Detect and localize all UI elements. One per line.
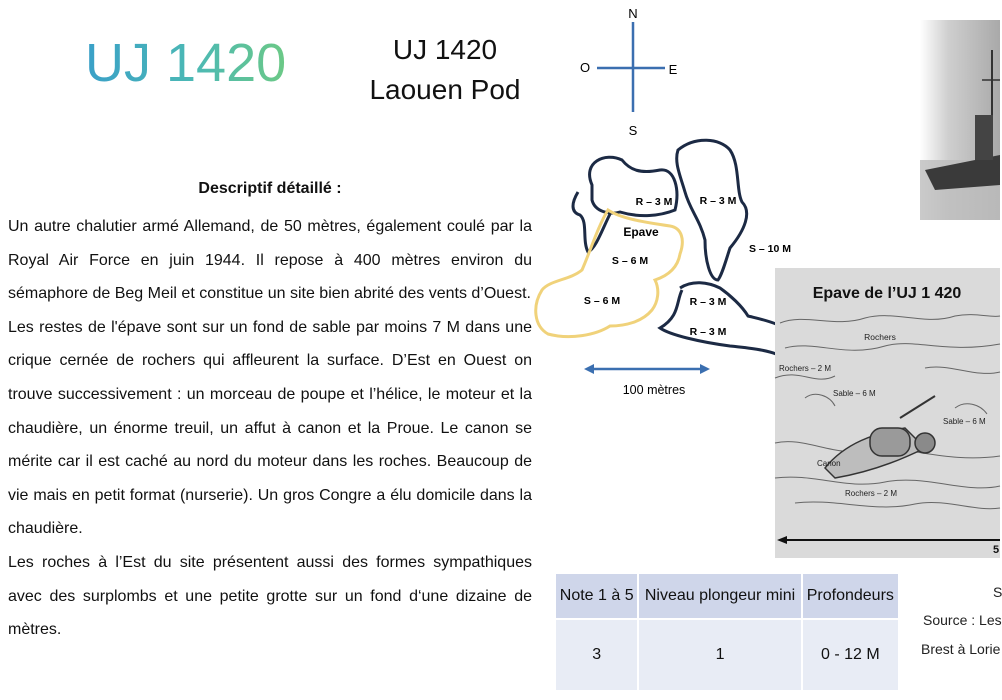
- table-header: Profondeurs: [802, 573, 899, 619]
- compass-west: O: [579, 60, 591, 75]
- site-title-line2: Laouen Pod: [369, 74, 521, 105]
- description-body: [8, 210, 532, 647]
- map-label: S – 6 M: [583, 295, 621, 307]
- map-label: S – 6 M: [611, 255, 649, 267]
- main-title: UJ 1420: [85, 33, 287, 93]
- source-line: Source : Les: [923, 612, 1002, 628]
- sketch-label: Sable – 6 M: [943, 417, 986, 426]
- map-label: R – 3 M: [689, 296, 727, 308]
- compass-east: E: [668, 62, 678, 77]
- sketch-label: Rochers – 2 M: [779, 364, 832, 373]
- site-map: [530, 130, 800, 410]
- table-cell: 3: [555, 619, 638, 691]
- table-cell: 1: [638, 619, 801, 691]
- site-title-line1: UJ 1420: [392, 34, 498, 65]
- map-label: R – 3 M: [635, 196, 673, 208]
- map-label-wreck: Epave: [623, 225, 659, 239]
- map-label: S – 10 M: [748, 243, 792, 255]
- description-paragraph: Les roches à l’Est du site présentent aussi des formes sympathiques avec des surplombs et une petite grotte sur un fond d‘une dizaine de mètres.: [8, 553, 532, 639]
- description-paragraph: Un autre chalutier armé Allemand, de 50 mètres, également coulé par la Royal Air Force en juin 1944. Il repose à 400 mètres environ du sémaphore de Beg Meil et constitue un site bien abrité des vents d’Ouest.: [8, 218, 532, 303]
- compass-north: N: [628, 6, 638, 21]
- source-line: Brest à Lorie: [921, 641, 1001, 657]
- source-line: S: [993, 584, 1002, 600]
- sketch-scale-fragment: 5: [993, 544, 1000, 556]
- sketch-title: Epave de l’UJ 1 420: [812, 285, 962, 302]
- table-header: Niveau plongeur mini: [638, 573, 801, 619]
- compass-south: S: [628, 123, 638, 138]
- wreck-zone-outline: [536, 210, 683, 337]
- table-header: Note 1 à 5: [555, 573, 638, 619]
- scale-arrow-head-left: [584, 364, 594, 374]
- compass-rose: [570, 0, 700, 140]
- rock-outline: [677, 140, 747, 280]
- table-cell: 0 - 12 M: [802, 619, 899, 691]
- sketch-label: Sable – 6 M: [833, 389, 876, 398]
- wreck-sketch-image: [775, 268, 1000, 558]
- sketch-label: Rochers – 2 M: [845, 489, 898, 498]
- site-title: [350, 30, 540, 110]
- sketch-label: Rochers: [864, 332, 896, 342]
- scale-label: 100 mètres: [622, 383, 686, 397]
- scale-arrow-head-right: [700, 364, 710, 374]
- ship-photo: [920, 20, 1000, 220]
- rating-table: [554, 572, 900, 692]
- description-paragraph: Les restes de l'épave sont sur un fond de sable par moins 7 M dans une crique cernée de rochers qui affleurent la surface. D’Est en Ouest on trouve successivement : un morceau de poupe et l’hélice, le moteur et la chaudière, un énorme treuil, un affut à canon et la Proue. Le canon se mérite car il est caché au nord du moteur dans les roches. Beaucoup de vie mais en petit format (nurserie). Un gros Congre a élu domicile dans la chaudière.: [8, 318, 532, 538]
- map-label: R – 3 M: [689, 326, 727, 338]
- sketch-label: Canon: [817, 459, 841, 468]
- map-label: R – 3 M: [699, 195, 737, 207]
- description-heading: Descriptif détaillé :: [198, 180, 342, 197]
